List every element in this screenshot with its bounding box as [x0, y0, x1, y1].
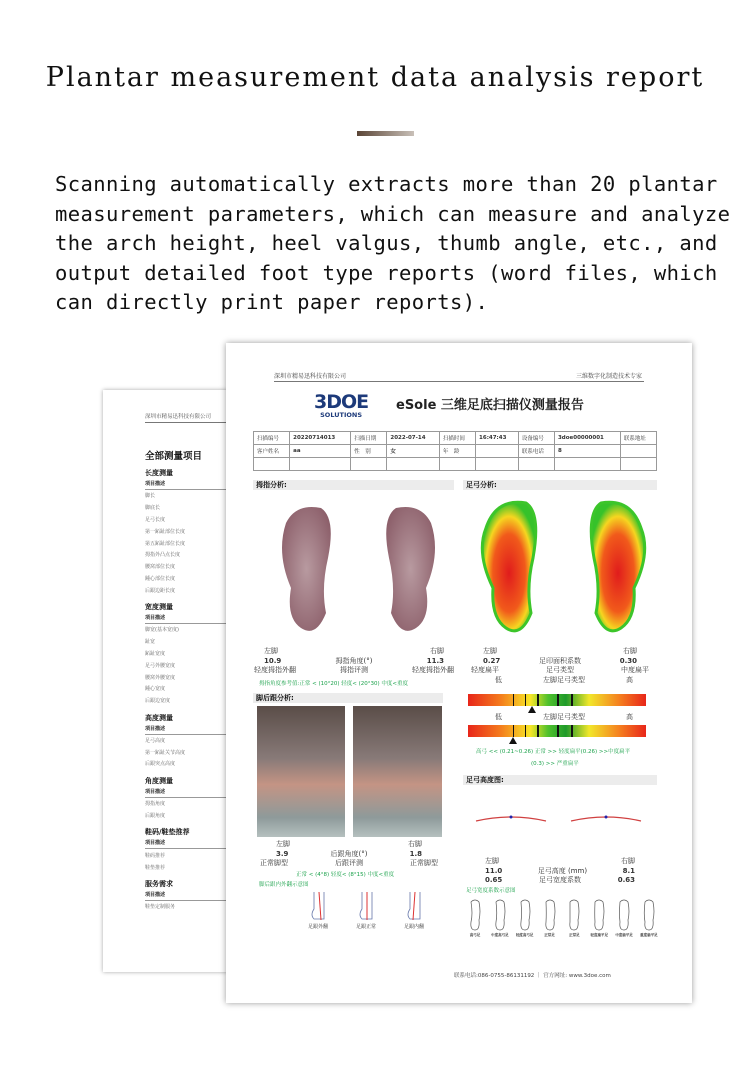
heel-reference: 正常 < (4°8) 轻度< (8°15) 中度<重度	[296, 872, 395, 878]
right-arch-scale	[468, 725, 646, 737]
arch-data: 左脚 右脚 0.27 足印面积系数 0.30 轻度扁平 足弓类型 中度扁平 低 左脚足弓类型 高	[471, 647, 649, 684]
table-cell: 联系地址	[620, 432, 656, 445]
hallux-data: 左脚 右脚 10.9 拇指角度(°) 11.3 轻度拇指外翻 拇指评测 轻度拇指外翻	[254, 647, 454, 674]
table-cell: 年 龄	[439, 445, 475, 458]
list-item: 脚底长	[145, 505, 161, 512]
section-title: 鞋码/鞋垫推荐	[145, 828, 190, 837]
table-cell: 20220714013	[290, 432, 351, 445]
footprint-icon	[467, 898, 483, 932]
scale-tick	[525, 694, 527, 706]
section-subheader: 项目描述	[145, 786, 235, 798]
front-report-page: 深圳市精易迅科技有限公司 三维数字化制造技术专家 3DOE SOLUTIONS eSole 三维足底扫描仪测量报告 扫描编号 20220714013 扫描日期 2022-07-14 扫描时间 16:47:43 设备编号 3doe00000001 联系地址 客户姓名 aa 性 别 女 年 龄 联系电话 8 拇指分析: 足弓分析: 左脚 右脚 10.9 拇指角度(°) 11.3 轻度拇指外翻 拇指评测 轻度拇指外翻 拇指角度参考值:正常 < (10°20) 轻度< (20°30) 中度<重度 脚后跟分析: 左脚 右脚 3.9 后跟角度(°) 1.8 正常脚型 后跟评测 正常脚型 正常 < (4°8) 轻度< (8°15) 中度<重度 脚后跟内外翻示意图 足跟外翻 足跟正常 足跟内翻 左脚 右脚 0.27 足印面积系数 0.30 轻度扁平 足弓类型 中度扁平 低 左脚足弓类型 高 低 左脚足弓类型 高 高弓 << (0.21~0.26) 正常 >> 轻度扁平(0.26) >>中度扁平 (0.3) >> 严重扁平 足弓高度图: 左脚 右脚 11.0 足弓高度 (mm) 8.1 0.65 足弓宽度系数 0.63 足弓宽度系数示意图 高弓足 中度高弓足 轻度高弓足 正常足 正常足 轻度扁平足 中度扁平足 重度扁平足 联系电话:086-0755-86131192 ｜ 官方网址: www.3doe.com	[226, 343, 692, 1003]
table-cell: 3doe00000001	[554, 432, 620, 445]
table-row	[254, 432, 657, 445]
table-cell: 扫描时间	[439, 432, 475, 445]
table-cell	[554, 458, 620, 471]
scale-tick	[513, 694, 515, 706]
table-cell: 扫描编号	[254, 432, 290, 445]
left-foot-pressure	[482, 502, 535, 631]
footprint-icon	[492, 898, 508, 932]
left-arch-marker	[528, 706, 536, 713]
right-heel-photo	[353, 706, 442, 837]
table-cell: 客户姓名	[254, 445, 290, 458]
arch-diagram: 正常足	[563, 898, 585, 938]
arch-reference-2: (0.3) >> 严重扁平	[531, 761, 579, 767]
heel-diagram: 足跟内翻	[402, 891, 426, 930]
footprint-icon	[616, 898, 632, 932]
arch-diagram: 正常足	[539, 898, 561, 938]
list-item: 足弓长度	[145, 516, 166, 523]
section-title: 长度测量	[145, 469, 173, 477]
scale-tick	[513, 725, 515, 737]
left-foot-scan	[282, 507, 331, 631]
left-arch-width: 0.65	[485, 876, 503, 884]
table-cell: aa	[290, 445, 351, 458]
section-subheader: 项目描述	[145, 723, 235, 735]
scale-tick	[537, 694, 539, 706]
section-title: 高度测量	[145, 713, 173, 722]
list-item: 拇指外凸点长度	[145, 552, 181, 559]
footer-contact: 联系电话:086-0755-86131192 ｜ 官方网址: www.3doe.com	[454, 973, 611, 979]
right-arch-height: 8.1	[622, 866, 635, 875]
list-item: 后跟角度	[145, 813, 166, 820]
list-item: 跖趾宽度	[145, 650, 166, 657]
table-cell: 女	[387, 445, 440, 458]
logo: 3DOE SOLUTIONS	[314, 391, 369, 419]
left-arch-height: 11.0	[485, 866, 503, 875]
footprint-icon	[566, 898, 582, 932]
left-heel-photo	[257, 706, 345, 837]
page-title: Plantar measurement data analysis report	[45, 62, 705, 93]
table-cell	[620, 458, 656, 471]
list-item: 后跟边宽度	[145, 698, 171, 705]
scale-tick	[571, 694, 573, 706]
list-item: 腰窝外腰宽度	[145, 674, 176, 681]
list-item: 足弓外腰宽度	[145, 662, 176, 669]
scale-tick	[557, 694, 559, 706]
arch-height-curves	[471, 811, 656, 831]
heel-icon	[354, 891, 378, 921]
list-item: 鞋码推荐	[145, 852, 166, 859]
hallux-foot-images	[266, 498, 451, 638]
list-item: 第一跖趾部位长度	[145, 528, 186, 535]
section-title: 服务需求	[145, 879, 173, 888]
table-cell	[620, 445, 656, 458]
list-item: 后跟边距长度	[145, 587, 176, 594]
right-arch-marker	[509, 737, 517, 744]
right-hallux-angle: 11.3	[426, 656, 444, 665]
list-item: 脚宽(基本宽度)	[145, 627, 179, 634]
section-subheader: 项目描述	[145, 478, 235, 490]
left-footprint-coefficient: 0.27	[483, 656, 501, 665]
table-cell	[351, 458, 387, 471]
header-rule	[274, 381, 644, 382]
footprint-icon	[542, 898, 558, 932]
intro-paragraph: Scanning automatically extracts more than 20 plantar measurement parameters, which can measure and analyze the arch height, heel valgus, thumb angle, etc., and output detailed foot type reports (word files, which can directly print paper reports).	[55, 172, 731, 314]
arch-height-section-bar: 足弓高度图:	[463, 775, 657, 785]
heel-icon	[402, 891, 426, 921]
table-cell	[387, 458, 440, 471]
section-subheader: 项目描述	[145, 837, 235, 849]
footprint-icon	[641, 898, 657, 932]
arch-diagram: 中度扁平足	[613, 898, 635, 938]
heel-data: 左脚 右脚 3.9 后跟角度(°) 1.8 正常脚型 后跟评测 正常脚型	[260, 840, 438, 867]
arch-diagram: 轻度高弓足	[514, 898, 536, 938]
section-subheader: 项目描述	[145, 889, 235, 901]
list-item: 脚长	[145, 493, 156, 500]
right-arch-width: 0.63	[617, 876, 635, 884]
list-item: 踵心宽度	[145, 686, 166, 693]
arch-section-bar: 足弓分析:	[463, 480, 657, 490]
list-item: 鞋垫推荐	[145, 864, 166, 871]
right-footprint-coefficient: 0.30	[619, 656, 637, 665]
left-heel-angle: 3.9	[276, 849, 289, 858]
arch-diagrams	[464, 898, 660, 938]
list-item: 第五跖趾部位长度	[145, 540, 186, 547]
heel-diagram-title: 脚后跟内外翻示意图	[259, 882, 309, 888]
front-slogan: 三维数字化制造技术专家	[575, 373, 642, 380]
section-title: 角度测量	[145, 776, 173, 785]
arch-diagram: 轻度扁平足	[588, 898, 610, 938]
heel-diagrams	[306, 891, 426, 930]
footprint-icon	[517, 898, 533, 932]
arch-diagram-title: 足弓宽度系数示意图	[466, 888, 516, 894]
list-item: 后跟突点高度	[145, 761, 176, 768]
left-hallux-angle: 10.9	[264, 656, 282, 665]
list-item: 拇指角度	[145, 801, 166, 808]
table-cell: 设备编号	[518, 432, 554, 445]
footprint-icon	[591, 898, 607, 932]
table-cell: 性 别	[351, 445, 387, 458]
arch-diagram: 中度高弓足	[489, 898, 511, 938]
hallux-reference: 拇指角度参考值:正常 < (10°20) 轻度< (20°30) 中度<重度	[259, 681, 408, 687]
arch-diagram: 重度扁平足	[638, 898, 660, 938]
list-item: 踵心部位长度	[145, 575, 176, 582]
measurement-list	[145, 448, 235, 913]
table-cell	[476, 458, 519, 471]
table-cell: 联系电话	[518, 445, 554, 458]
right-foot-pressure	[591, 502, 644, 631]
customer-info-table	[253, 431, 657, 471]
list-item: 第一跖趾关节高度	[145, 749, 186, 756]
list-item: 趾宽	[145, 639, 156, 646]
scale-tick	[525, 725, 527, 737]
right-heel-angle: 1.8	[409, 849, 422, 858]
scale-tick	[537, 725, 539, 737]
list-item: 鞋垫定制服务	[145, 904, 176, 911]
right-foot-scan	[386, 507, 435, 631]
left-arch-scale	[468, 694, 646, 706]
back-company: 深圳市精易迅科技有限公司	[145, 412, 235, 423]
heel-section-bar: 脚后跟分析:	[253, 693, 443, 703]
scale-tick	[557, 725, 559, 737]
arch-height-data: 左脚 右脚 11.0 足弓高度 (mm) 8.1 0.65 足弓宽度系数 0.63	[485, 857, 635, 884]
list-item: 腰窝部位长度	[145, 564, 176, 571]
title-divider	[357, 131, 414, 136]
table-cell: 扫描日期	[351, 432, 387, 445]
section-title: 宽度测量	[145, 603, 173, 612]
table-cell: 16:47:43	[476, 432, 519, 445]
heel-icon	[306, 891, 330, 921]
section-subheader: 项目描述	[145, 612, 235, 624]
table-cell	[518, 458, 554, 471]
table-cell	[476, 445, 519, 458]
table-row	[254, 458, 657, 471]
list-item: 足弓高度	[145, 737, 166, 744]
heel-diagram: 足跟外翻	[306, 891, 330, 930]
table-cell: 8	[554, 445, 620, 458]
front-company: 深圳市精易迅科技有限公司	[274, 373, 347, 380]
measurement-heading: 全部测量项目	[145, 451, 203, 462]
scale-tick	[571, 725, 573, 737]
back-report-page	[103, 390, 228, 972]
arch-reference-1: 高弓 << (0.21~0.26) 正常 >> 轻度扁平(0.26) >>中度扁平	[476, 749, 631, 755]
table-cell	[254, 458, 290, 471]
table-cell	[290, 458, 351, 471]
arch-pressure-images	[471, 498, 656, 638]
arch-diagram: 高弓足	[464, 898, 486, 938]
table-row	[254, 445, 657, 458]
table-cell: 2022-07-14	[387, 432, 440, 445]
report-title: eSole 三维足底扫描仪测量报告	[396, 398, 584, 413]
heel-diagram: 足跟正常	[354, 891, 378, 930]
table-cell	[439, 458, 475, 471]
hallux-section-bar: 拇指分析:	[253, 480, 454, 490]
